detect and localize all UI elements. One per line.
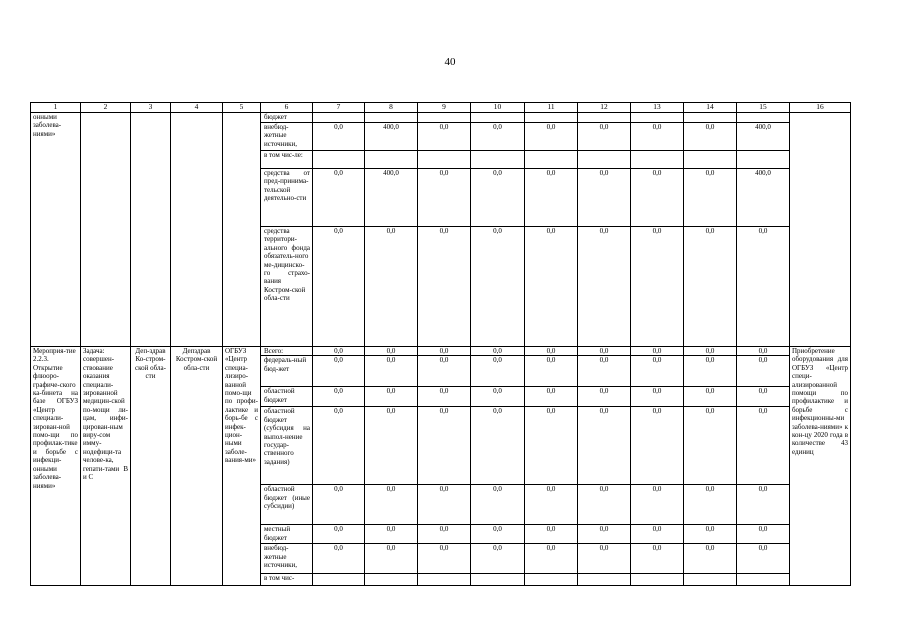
- value-cell: 0,0: [365, 227, 418, 347]
- value-cell: 0,0: [578, 387, 631, 407]
- value-cell: 0,0: [684, 347, 737, 356]
- table-body: [31, 103, 851, 586]
- value-cell: 0,0: [525, 227, 578, 347]
- measure-title-cell: онными заболева-ниями»: [31, 113, 81, 347]
- value-cell: 0,0: [737, 525, 790, 544]
- value-cell: 0,0: [313, 387, 365, 407]
- value-cell: [313, 151, 365, 169]
- value-cell: 0,0: [737, 544, 790, 574]
- value-cell: 400,0: [365, 123, 418, 151]
- value-cell: [525, 113, 578, 123]
- value-cell: 0,0: [313, 227, 365, 347]
- value-cell: 0,0: [631, 525, 684, 544]
- value-cell: [578, 151, 631, 169]
- value-cell: 0,0: [684, 387, 737, 407]
- value-cell: 0,0: [418, 227, 471, 347]
- funding-source-label: в том чис-ле:: [261, 151, 313, 169]
- funding-source-label: областной бюджет (иные субсидии): [261, 485, 313, 525]
- measure-row: [31, 347, 851, 356]
- header-cell: 1: [31, 103, 81, 113]
- value-cell: 0,0: [365, 387, 418, 407]
- value-cell: 0,0: [471, 169, 525, 227]
- value-cell: 0,0: [471, 544, 525, 574]
- header-cell: 16: [790, 103, 851, 113]
- value-cell: [471, 151, 525, 169]
- value-cell: [631, 151, 684, 169]
- value-cell: 0,0: [684, 544, 737, 574]
- value-cell: [418, 151, 471, 169]
- header-cell: 13: [631, 103, 684, 113]
- value-cell: 0,0: [737, 407, 790, 485]
- value-cell: [313, 574, 365, 586]
- header-cell: 9: [418, 103, 471, 113]
- funding-source-label: местный бюджет: [261, 525, 313, 544]
- header-cell: 3: [131, 103, 171, 113]
- value-cell: 0,0: [418, 407, 471, 485]
- value-cell: 0,0: [313, 544, 365, 574]
- result-cell: [790, 113, 851, 347]
- value-cell: 0,0: [737, 227, 790, 347]
- funding-source-label: Всего:: [261, 347, 313, 356]
- funding-source-label: бюджет: [261, 113, 313, 123]
- value-cell: 400,0: [737, 169, 790, 227]
- value-cell: 0,0: [365, 544, 418, 574]
- value-cell: 0,0: [418, 356, 471, 387]
- participant-cell: ОГБУЗ «Центр специа-лизиро-ванной помо-щи по профи-лактике и борь-бе с инфек-цион-ными заболе-вания-ми»: [223, 347, 261, 586]
- value-cell: 0,0: [418, 525, 471, 544]
- value-cell: 0,0: [578, 356, 631, 387]
- value-cell: [631, 113, 684, 123]
- value-cell: 0,0: [578, 525, 631, 544]
- funding-source-label: внебюд-жетные источники,: [261, 123, 313, 151]
- value-cell: 0,0: [471, 356, 525, 387]
- value-cell: 0,0: [365, 525, 418, 544]
- value-cell: [313, 113, 365, 123]
- value-cell: 0,0: [684, 169, 737, 227]
- value-cell: 0,0: [471, 407, 525, 485]
- value-cell: 0,0: [631, 123, 684, 151]
- value-cell: 0,0: [313, 123, 365, 151]
- value-cell: 0,0: [471, 485, 525, 525]
- funding-source-label: средства от пред-принима-тельской деятельно-сти: [261, 169, 313, 227]
- value-cell: 0,0: [578, 227, 631, 347]
- task-cell: Задача: совершен-ствование оказания специали-зированной медицин-ской по-мощи ли-цам, инфи-цирован-ным виру-сом имму-нодефици-та челове-ка, гепати-тами B и C: [81, 347, 131, 586]
- value-cell: 0,0: [684, 356, 737, 387]
- coexecutor-cell: [171, 113, 223, 347]
- value-cell: 0,0: [471, 525, 525, 544]
- value-cell: 0,0: [525, 356, 578, 387]
- header-row: [31, 103, 851, 113]
- value-cell: [737, 574, 790, 586]
- value-cell: 0,0: [313, 525, 365, 544]
- value-cell: 0,0: [578, 169, 631, 227]
- coexecutor-cell: Депздрав Костром-ской обла-сти: [171, 347, 223, 586]
- value-cell: 0,0: [525, 123, 578, 151]
- header-cell: 8: [365, 103, 418, 113]
- value-cell: 0,0: [631, 485, 684, 525]
- value-cell: 0,0: [631, 227, 684, 347]
- header-cell: 14: [684, 103, 737, 113]
- value-cell: [684, 574, 737, 586]
- value-cell: [631, 574, 684, 586]
- value-cell: 0,0: [471, 227, 525, 347]
- value-cell: [365, 151, 418, 169]
- value-cell: 0,0: [525, 169, 578, 227]
- value-cell: [418, 113, 471, 123]
- value-cell: 0,0: [684, 485, 737, 525]
- value-cell: 0,0: [631, 387, 684, 407]
- value-cell: 0,0: [418, 347, 471, 356]
- funding-source-label: областной бюджет (субсидия на выпол-нение государ-ственного задания): [261, 407, 313, 485]
- value-cell: 0,0: [313, 485, 365, 525]
- header-cell: 10: [471, 103, 525, 113]
- top-block-row: [31, 113, 851, 123]
- value-cell: 0,0: [684, 227, 737, 347]
- value-cell: 0,0: [737, 387, 790, 407]
- value-cell: 0,0: [471, 387, 525, 407]
- value-cell: 0,0: [737, 485, 790, 525]
- funding-source-label: средства территори-ального фонда обязатель-ного ме-дицинско-го страхо-вания Костром-ской обла-сти: [261, 227, 313, 347]
- value-cell: 0,0: [418, 387, 471, 407]
- header-cell: 5: [223, 103, 261, 113]
- value-cell: 0,0: [525, 347, 578, 356]
- responsible-cell: [131, 113, 171, 347]
- value-cell: [365, 574, 418, 586]
- value-cell: [737, 113, 790, 123]
- value-cell: [578, 113, 631, 123]
- responsible-cell: Деп-здрав Ко-стром-ской обла-сти: [131, 347, 171, 586]
- value-cell: 400,0: [737, 123, 790, 151]
- header-cell: 4: [171, 103, 223, 113]
- value-cell: 0,0: [578, 407, 631, 485]
- budget-table: [30, 102, 851, 586]
- value-cell: 0,0: [578, 123, 631, 151]
- value-cell: 0,0: [313, 407, 365, 485]
- value-cell: 0,0: [525, 544, 578, 574]
- value-cell: 0,0: [365, 485, 418, 525]
- value-cell: 0,0: [471, 123, 525, 151]
- header-cell: 11: [525, 103, 578, 113]
- funding-source-label: внебюд-жетные источники,: [261, 544, 313, 574]
- value-cell: 0,0: [525, 387, 578, 407]
- funding-source-label: федераль-ный бюд-жет: [261, 356, 313, 387]
- header-cell: 15: [737, 103, 790, 113]
- value-cell: 0,0: [631, 169, 684, 227]
- value-cell: [471, 574, 525, 586]
- value-cell: 0,0: [631, 347, 684, 356]
- funding-source-label: областной бюджет: [261, 387, 313, 407]
- value-cell: 0,0: [365, 356, 418, 387]
- value-cell: 400,0: [365, 169, 418, 227]
- value-cell: [471, 113, 525, 123]
- value-cell: 0,0: [684, 123, 737, 151]
- value-cell: 0,0: [418, 485, 471, 525]
- value-cell: 0,0: [525, 485, 578, 525]
- task-cell: [81, 113, 131, 347]
- header-cell: 12: [578, 103, 631, 113]
- value-cell: 0,0: [631, 407, 684, 485]
- value-cell: [684, 151, 737, 169]
- measure-title-cell: Мероприя-тие 2.2.3. Открытие флюоро-графиче-ского ка-бинета на базе ОГБУЗ «Центр специали-зирован-ной помо-щи по профилак-тике и борьбе с инфекци-онными заболева-ниями»: [31, 347, 81, 586]
- result-cell: Приобретение оборудования для ОГБУЗ «Центр специ-ализированной помощи по профилактике и борьбе с инфекционны-ми заболева-ниями» к кон-цу 2020 года в количестве 43 единиц: [790, 347, 851, 586]
- header-cell: 2: [81, 103, 131, 113]
- value-cell: 0,0: [578, 485, 631, 525]
- value-cell: 0,0: [313, 169, 365, 227]
- value-cell: 0,0: [578, 544, 631, 574]
- value-cell: 0,0: [737, 347, 790, 356]
- value-cell: [684, 113, 737, 123]
- participant-cell: [223, 113, 261, 347]
- value-cell: 0,0: [578, 347, 631, 356]
- funding-source-label: в том чис-: [261, 574, 313, 586]
- value-cell: [737, 151, 790, 169]
- value-cell: 0,0: [525, 525, 578, 544]
- value-cell: 0,0: [684, 525, 737, 544]
- value-cell: 0,0: [365, 347, 418, 356]
- value-cell: 0,0: [365, 407, 418, 485]
- header-cell: 6: [261, 103, 313, 113]
- value-cell: 0,0: [631, 544, 684, 574]
- value-cell: 0,0: [313, 356, 365, 387]
- value-cell: 0,0: [737, 356, 790, 387]
- value-cell: [418, 574, 471, 586]
- value-cell: 0,0: [631, 356, 684, 387]
- value-cell: 0,0: [418, 123, 471, 151]
- value-cell: 0,0: [313, 347, 365, 356]
- value-cell: [365, 113, 418, 123]
- header-cell: 7: [313, 103, 365, 113]
- value-cell: 0,0: [418, 169, 471, 227]
- page-number: 40: [444, 56, 456, 68]
- value-cell: [578, 574, 631, 586]
- value-cell: 0,0: [418, 544, 471, 574]
- value-cell: 0,0: [684, 407, 737, 485]
- value-cell: 0,0: [471, 347, 525, 356]
- value-cell: [525, 151, 578, 169]
- value-cell: [525, 574, 578, 586]
- value-cell: 0,0: [525, 407, 578, 485]
